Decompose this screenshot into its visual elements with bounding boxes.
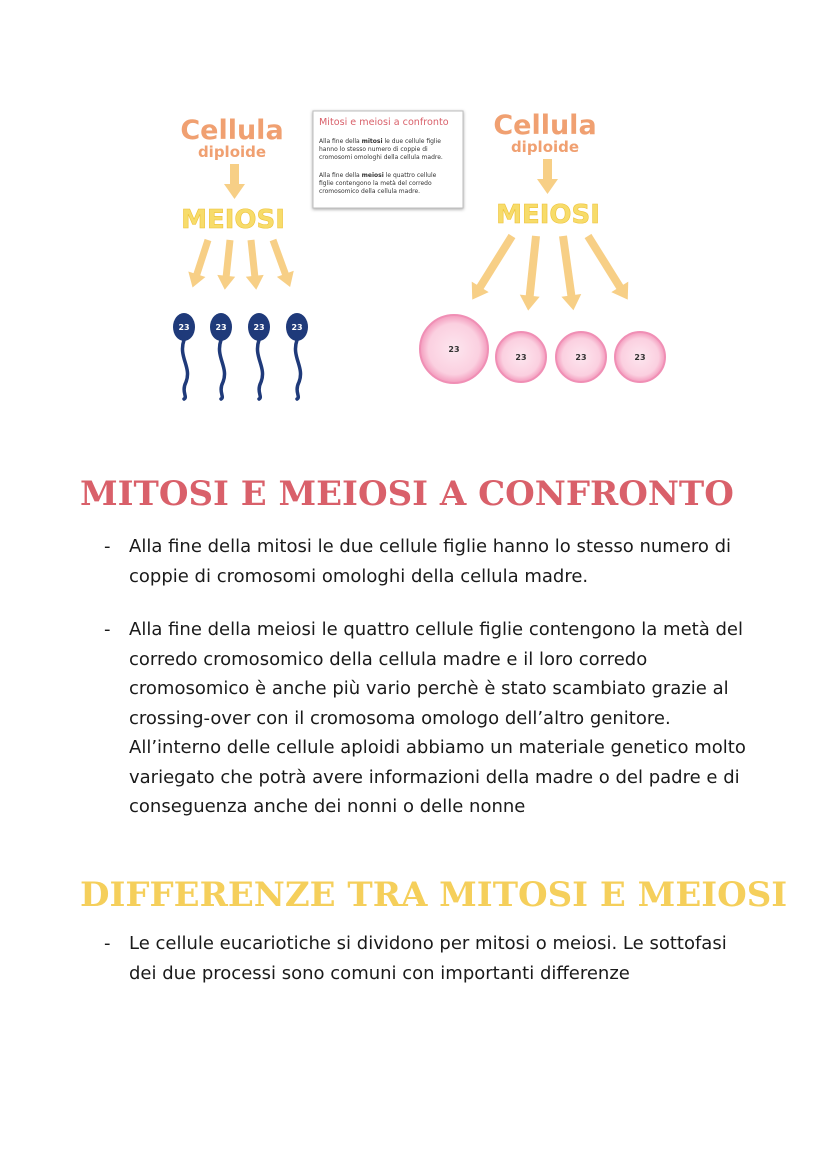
sperm-cell	[210, 313, 232, 399]
info-box-p2-line3: cromosomico della cellula madre.	[319, 188, 421, 195]
right-branch-arrows	[464, 231, 636, 312]
sperm-chromosome-count: 23	[178, 323, 190, 332]
section2-bullet-1	[104, 929, 754, 988]
sperm-chromosome-count: 23	[291, 323, 303, 332]
sperm-cell	[248, 313, 270, 399]
egg-cells	[420, 315, 665, 383]
left-diagram	[173, 115, 308, 399]
egg-chromosome-count: 23	[634, 353, 646, 362]
info-box-p2-line1: Alla fine della meiosi le quattro cellule	[319, 172, 437, 179]
bullet-line: Alla fine della meiosi le quattro cellule figlie contengono la metà del	[129, 619, 743, 640]
section2-heading: DIFFERENZE TRA MITOSI E MEIOSI	[80, 875, 788, 915]
egg-cell	[420, 315, 488, 383]
info-box-p1-line2: hanno lo stesso numero di coppie di	[319, 146, 428, 153]
sperm-cell	[286, 313, 308, 399]
bullet-line: corredo cromosomico della cellula madre e il loro corredo	[129, 648, 648, 670]
info-box-p1-line3: cromosomi omologhi della cellula madre.	[319, 154, 443, 161]
section1-bullet-2	[104, 615, 754, 822]
egg-chromosome-count: 23	[575, 353, 587, 362]
bullet-dash: -	[104, 619, 111, 640]
bullet-text	[129, 532, 754, 591]
bullet-line: Le cellule eucariotiche si dividono per mitosi o meiosi. Le sottofasi	[129, 933, 727, 954]
left-down-arrow	[224, 164, 245, 199]
bullet-line: coppie di cromosomi omologhi della cellula madre.	[129, 565, 589, 587]
sperm-chromosome-count: 23	[253, 323, 265, 332]
meiosis-figure	[0, 0, 828, 420]
egg-cell	[496, 332, 546, 382]
bullet-line: All’interno delle cellule aploidi abbiamo un materiale genetico molto	[129, 737, 746, 758]
info-box-p2-line2: figlie contengono la metà del corredo	[319, 180, 432, 187]
egg-chromosome-count: 23	[448, 345, 460, 354]
left-branch-arrows	[184, 237, 299, 291]
bullet-line: variegato che potrà avere informazioni della madre o del padre e di	[129, 766, 740, 788]
sperm-cell	[173, 313, 195, 399]
bullet-text	[129, 929, 754, 988]
left-meiosi-label: MEIOSI	[181, 205, 285, 235]
info-box	[313, 111, 463, 208]
sperm-cells	[173, 313, 308, 399]
bullet-line: crossing-over con il cromosoma omologo dell’altro genitore.	[129, 707, 671, 729]
sperm-chromosome-count: 23	[215, 323, 227, 332]
bullet-text	[129, 615, 754, 822]
bullet-line: Alla fine della mitosi le due cellule figlie hanno lo stesso numero di	[129, 536, 732, 557]
section1-bullet-1	[104, 532, 754, 591]
right-down-arrow	[537, 159, 558, 194]
bullet-line: cromosomico è anche più vario perchè è stato scambiato grazie al	[129, 678, 729, 699]
egg-cell	[615, 332, 665, 382]
left-title-diploide: diploide	[197, 143, 267, 161]
egg-chromosome-count: 23	[515, 353, 527, 362]
egg-cell	[556, 332, 606, 382]
bullet-line: conseguenza anche dei nonni o delle nonne	[129, 796, 526, 817]
right-meiosi-label: MEIOSI	[496, 200, 600, 230]
bullet-line: dei due processi sono comuni con importanti differenze	[129, 962, 630, 984]
right-title-diploide: diploide	[510, 138, 580, 156]
left-title-cellula: Cellula	[180, 115, 284, 146]
info-box-title: Mitosi e meiosi a confronto	[319, 117, 449, 128]
right-title-cellula: Cellula	[493, 110, 597, 141]
info-box-p1-line1: Alla fine della mitosi le due cellule figlie	[319, 138, 441, 145]
bullet-dash: -	[104, 536, 111, 557]
section1-heading: MITOSI E MEIOSI A CONFRONTO	[80, 474, 734, 514]
bullet-dash: -	[104, 933, 111, 954]
